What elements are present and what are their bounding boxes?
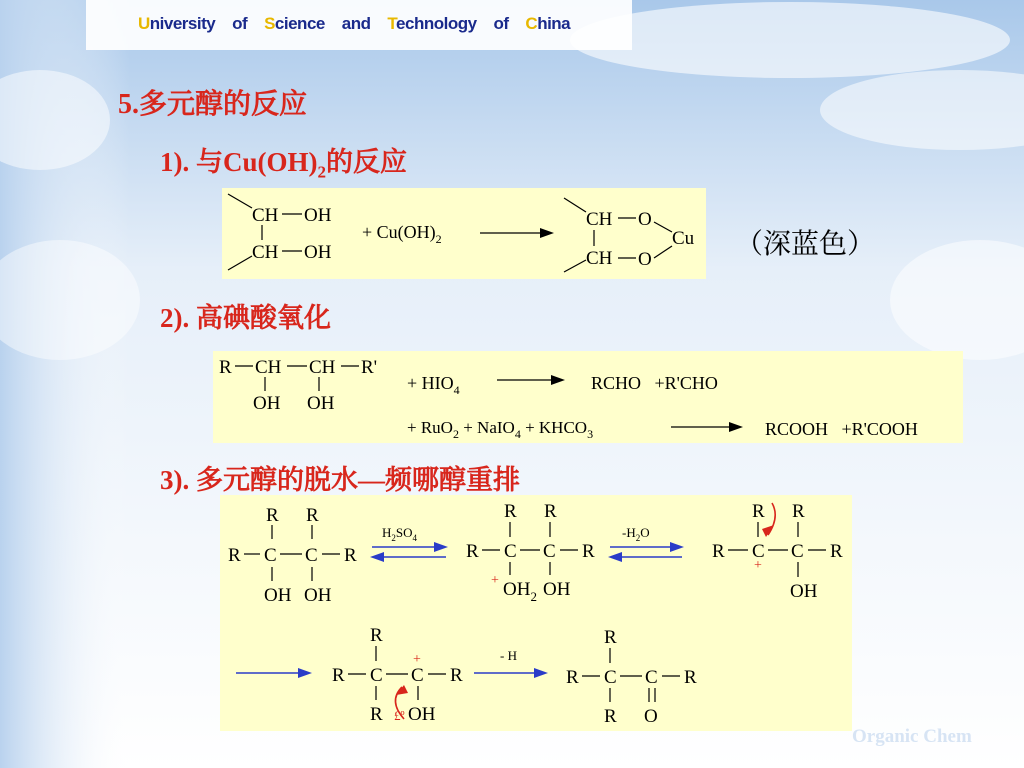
svg-text:R: R <box>466 541 479 562</box>
right-bot-o: O <box>638 249 652 270</box>
svg-text:+: + <box>413 652 421 667</box>
subheading-1-text-end: 的反应 <box>326 147 407 177</box>
svg-text:R: R <box>792 501 805 522</box>
equilibrium-arrow-forward-1 <box>434 542 448 552</box>
svg-text:C: C <box>543 541 556 562</box>
svg-text:+: + <box>491 573 499 588</box>
title-word: Science <box>264 14 325 33</box>
equilibrium-arrow-forward-2 <box>670 542 684 552</box>
svg-text:R: R <box>604 706 617 727</box>
subheading-1-number: 1). <box>160 147 190 177</box>
section-title: 多元醇的反应 <box>139 89 308 120</box>
chain-ch-1: CH <box>255 357 282 378</box>
svg-text:C: C <box>370 665 383 686</box>
svg-text:R: R <box>332 665 345 686</box>
svg-text:C: C <box>305 545 318 566</box>
chain-oh-1: OH <box>253 393 281 414</box>
acid-products: RCOOH +R'COOH <box>765 419 918 439</box>
svg-text:R: R <box>712 541 725 562</box>
svg-text:R: R <box>582 541 595 562</box>
right-top-ch: CH <box>586 209 613 230</box>
equilibrium-arrow-back-1 <box>370 552 384 562</box>
svg-text:O: O <box>644 706 658 727</box>
svg-text:R: R <box>370 704 383 725</box>
section-heading <box>118 82 307 122</box>
subheading-3-number: 3). <box>160 465 190 495</box>
svg-text:R: R <box>830 541 843 562</box>
title-word: of <box>493 14 509 33</box>
subheading-2-text: 高碘酸氧化 <box>196 303 331 333</box>
hio4-reagent: + $HIO_4$ <box>407 373 460 397</box>
svg-text:R: R <box>544 501 557 522</box>
svg-text:OH: OH <box>408 704 436 725</box>
left-top-ch: CH <box>252 205 279 226</box>
svg-text:R: R <box>752 501 765 522</box>
section-number: 5. <box>118 89 139 120</box>
svg-text:R: R <box>306 505 319 526</box>
chain-r: R <box>219 357 232 378</box>
title-word: Technology <box>387 14 477 33</box>
svg-text:C: C <box>504 541 517 562</box>
svg-text:R: R <box>370 625 383 646</box>
svg-text:R: R <box>450 665 463 686</box>
svg-text:C: C <box>604 667 617 688</box>
subheading-2 <box>160 296 331 335</box>
subheading-1 <box>160 140 407 182</box>
h2so4-reagent: $H_2SO_4$ <box>382 525 418 543</box>
svg-text:R: R <box>344 545 357 566</box>
right-top-o: O <box>638 209 652 230</box>
title-word: China <box>525 14 571 33</box>
svg-text:OH: OH <box>264 585 292 606</box>
equilibrium-arrow-back-2 <box>608 552 622 562</box>
svg-text:C: C <box>645 667 658 688</box>
watermark: Organic Chem <box>852 726 972 747</box>
periodate-oxidation-scheme <box>213 351 963 443</box>
svg-text:OH: OH <box>790 581 818 602</box>
pinacol-rearrangement-scheme <box>220 495 852 731</box>
title-word: University <box>138 14 216 33</box>
reaction-arrow-1 <box>540 228 554 238</box>
reaction-arrow-2a <box>551 375 565 385</box>
svg-text:R: R <box>266 505 279 526</box>
reaction-arrow-3b <box>534 668 548 678</box>
pinacolone-product <box>566 627 697 727</box>
subheading-1-text: 与Cu(OH) <box>196 147 318 177</box>
reaction-arrow-3a <box>298 668 312 678</box>
svg-text:C: C <box>752 541 765 562</box>
reaction-arrow-2b <box>729 422 743 432</box>
deep-blue-note: （深蓝色） <box>735 227 876 260</box>
svg-text:C: C <box>264 545 277 566</box>
subheading-2-number: 2). <box>160 303 190 333</box>
left-top-oh: OH <box>304 205 332 226</box>
chain-ch-2: CH <box>309 357 336 378</box>
title-word: of <box>232 14 248 33</box>
subheading-3-text: 多元醇的脱水—频哪醇重排 <box>196 465 520 495</box>
subheading-1-subscript: 2 <box>317 162 326 182</box>
subheading-3 <box>160 458 520 497</box>
svg-text:OH2: $OH_2$ <box>503 579 537 604</box>
pinacol-molecule <box>228 505 357 606</box>
minus-water-reagent: $-H_2O$ <box>622 525 650 543</box>
left-bot-oh: OH <box>304 242 332 263</box>
title-word: and <box>341 14 371 33</box>
svg-text:+: + <box>754 558 762 573</box>
svg-text:R: R <box>684 667 697 688</box>
svg-text:£º: £º <box>394 708 405 723</box>
university-title <box>138 14 570 34</box>
chain-r-prime: R' <box>361 357 378 378</box>
svg-text:R: R <box>566 667 579 688</box>
svg-text:C: C <box>791 541 804 562</box>
right-bot-ch: CH <box>586 248 613 269</box>
cuoh2-reagent: + $Cu(OH)_2$ <box>362 222 442 246</box>
copper-reaction-scheme <box>222 188 706 279</box>
svg-text:R: R <box>504 501 517 522</box>
svg-text:R: R <box>228 545 241 566</box>
protonated-molecule <box>466 501 595 604</box>
ruo2-reagents: + RuO$_2$ + NaIO$_4$ + $KHCO_3$ <box>407 418 594 441</box>
svg-text:R: R <box>604 627 617 648</box>
left-bot-ch: CH <box>252 242 279 263</box>
svg-text:OH: OH <box>304 585 332 606</box>
carbocation-molecule <box>712 501 843 602</box>
svg-text:OH: OH <box>543 579 571 600</box>
svg-text:C: C <box>411 665 424 686</box>
chain-oh-2: OH <box>307 393 335 414</box>
minus-h-reagent: - H <box>500 648 517 663</box>
aldehyde-products: RCHO +R'CHO <box>591 373 718 393</box>
cu-atom: Cu <box>672 228 695 249</box>
